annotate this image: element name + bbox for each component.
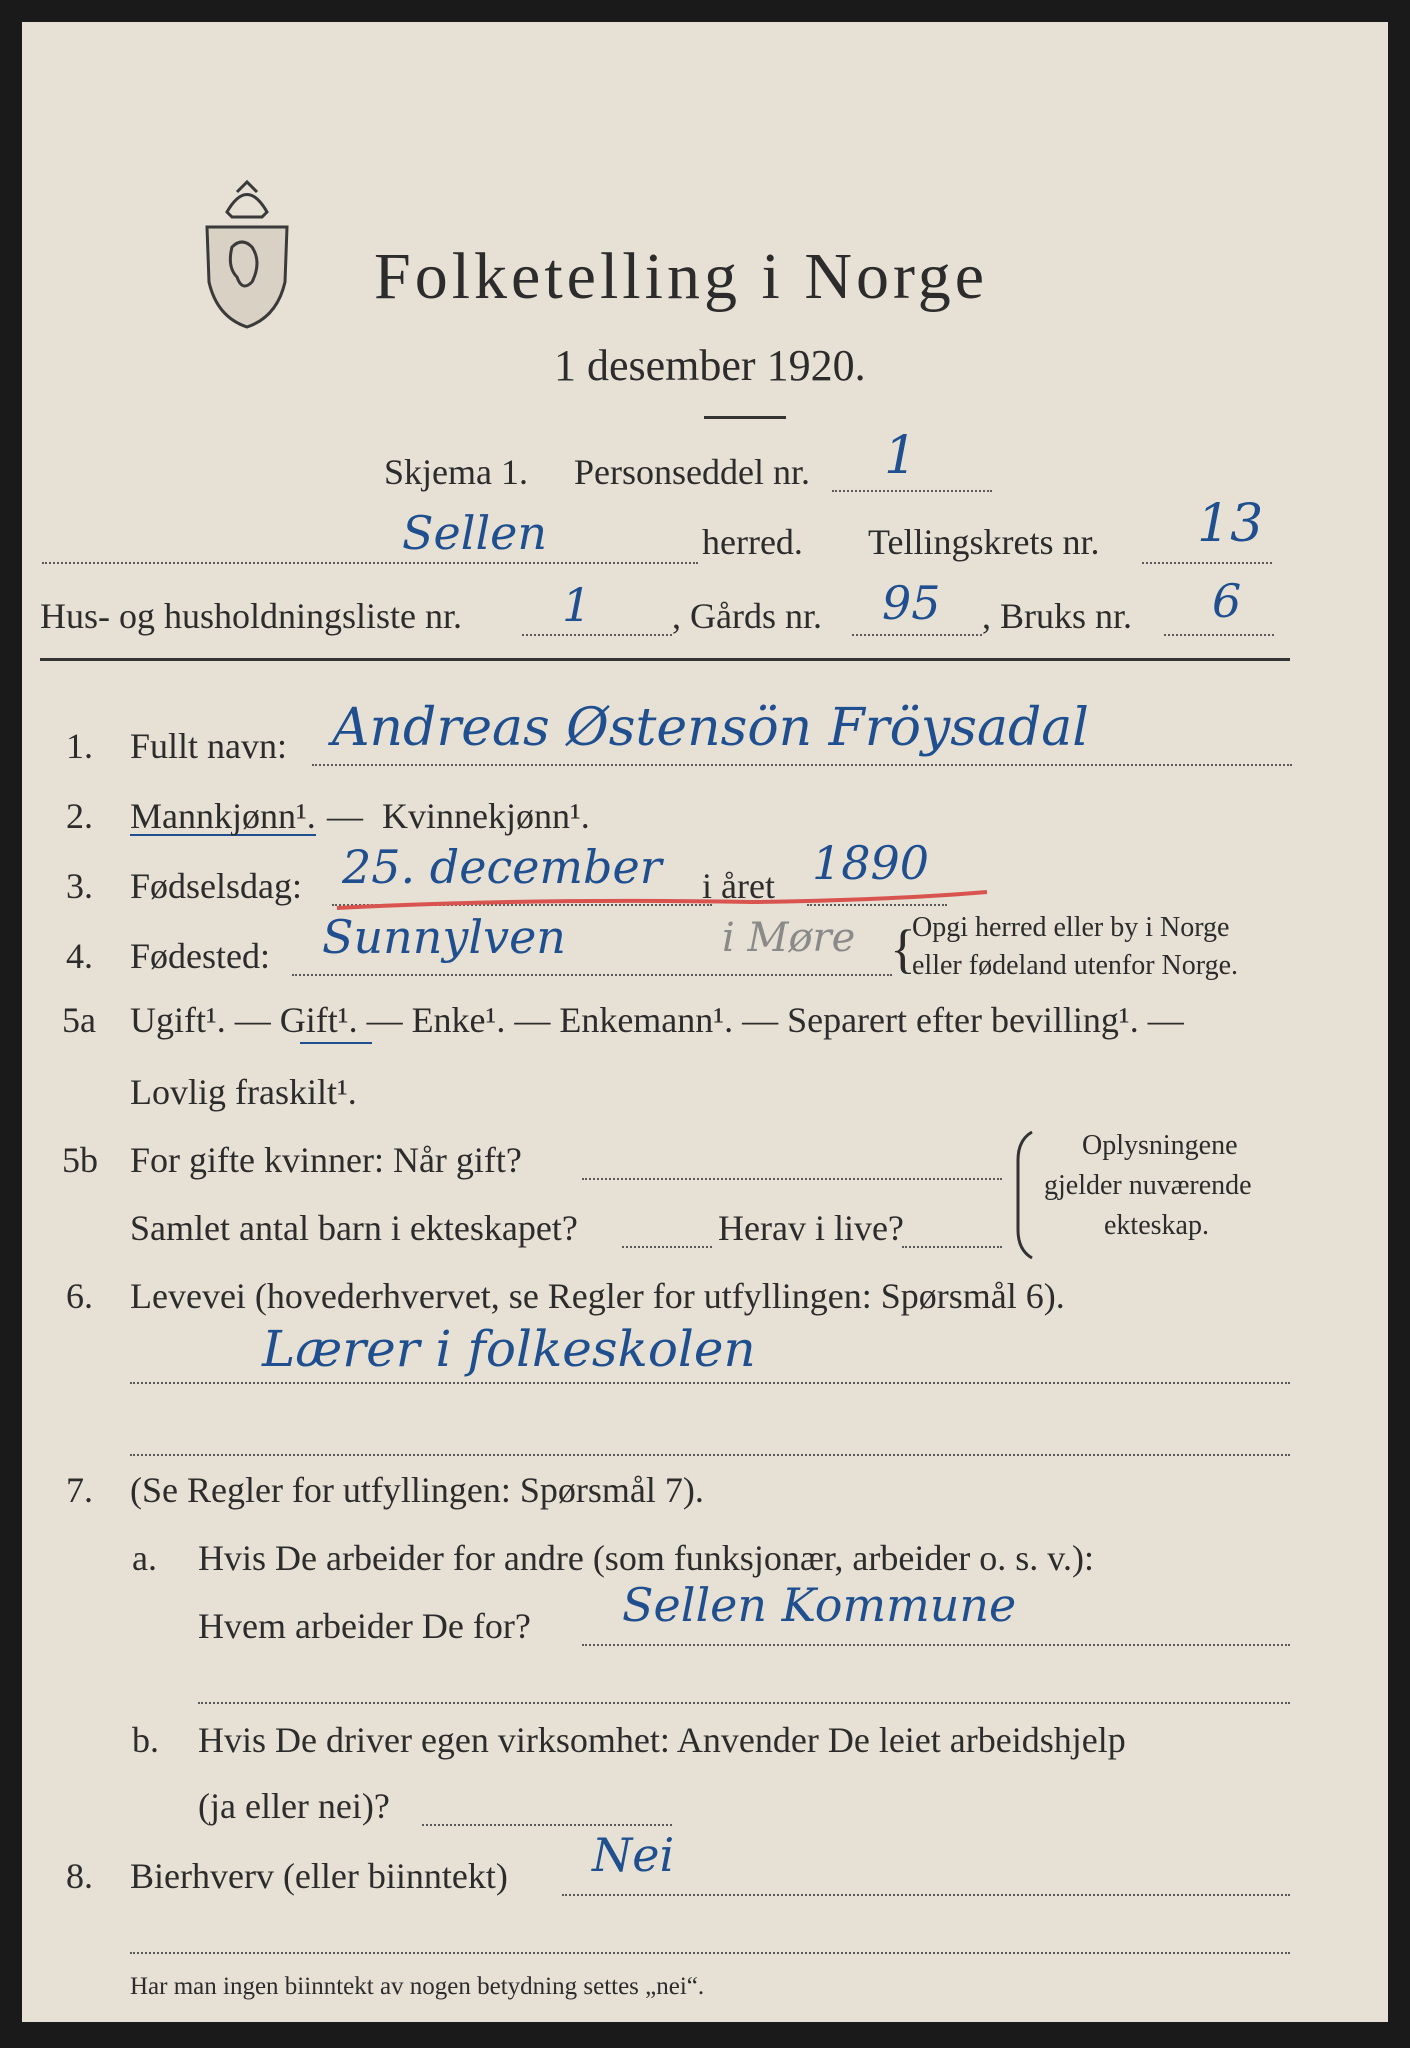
q8-number: 8. <box>66 1856 93 1896</box>
q8-label: Bierhverv (eller biinntekt) <box>130 1856 508 1896</box>
q2-male: Mannkjønn¹. <box>130 796 316 836</box>
q8-value: Nei <box>592 1828 675 1882</box>
q2-female: Kvinnekjønn¹. <box>382 796 590 836</box>
q5b-line1: For gifte kvinner: Når gift? <box>130 1140 522 1180</box>
q5a-number: 5a <box>62 1000 96 1040</box>
tellingskrets-label: Tellingskrets nr. <box>868 522 1100 562</box>
q4-line <box>292 974 892 976</box>
schema-label: Skjema 1. <box>384 452 528 492</box>
herred-label: herred. <box>702 522 803 562</box>
husholdning-label: Hus- og husholdningsliste nr. <box>40 596 463 636</box>
q1-value: Andreas Østensön Fröysadal <box>332 698 1089 758</box>
q4-brace: { <box>890 919 916 979</box>
q6-value: Lærer i folkeskolen <box>262 1320 756 1378</box>
q7b-line2: (ja eller nei)? <box>198 1786 390 1826</box>
q5b-number: 5b <box>62 1140 98 1180</box>
q8-line2 <box>130 1952 1290 1954</box>
q5b-note3: ekteskap. <box>1104 1210 1209 1241</box>
bruks-label: , Bruks nr. <box>982 596 1133 636</box>
q5b-bracket <box>1012 1130 1042 1260</box>
q6-label: Levevei (hovederhvervet, se Regler for utfyllingen: Spørsmål 6). <box>130 1276 1065 1316</box>
header-divider <box>40 658 1290 661</box>
coat-of-arms-icon <box>197 172 297 332</box>
personseddel-value: 1 <box>884 426 918 486</box>
husholdning-value: 1 <box>562 578 592 632</box>
q7a-line3-dots <box>198 1702 1290 1704</box>
q4-value-extra: i Møre <box>722 915 856 961</box>
q1-line <box>312 764 1292 766</box>
tellingskrets-line <box>1142 562 1272 564</box>
gards-value: 95 <box>882 576 941 630</box>
page-title: Folketelling i Norge <box>374 240 989 313</box>
q4-label: Fødested: <box>130 936 270 976</box>
q3-number: 3. <box>66 866 93 906</box>
q7a-line1: Hvis De arbeider for andre (som funksjonær, arbeider o. s. v.): <box>198 1538 1094 1578</box>
q5b-line2a: Samlet antal barn i ekteskapet? <box>130 1208 578 1248</box>
q7-number: 7. <box>66 1470 93 1510</box>
q6-line1 <box>130 1382 1290 1384</box>
q1-number: 1. <box>66 726 93 766</box>
personseddel-line <box>832 490 992 492</box>
q5b-line2b: Herav i live? <box>718 1208 904 1248</box>
q5b-line2a-dots <box>622 1246 712 1248</box>
q6-number: 6. <box>66 1276 93 1316</box>
q2-number: 2. <box>66 796 93 836</box>
q4-value: Sunnylven <box>322 910 566 964</box>
q5b-line2b-dots <box>902 1246 1002 1248</box>
q3-value: 25. december <box>342 840 662 894</box>
census-date: 1 desember 1920. <box>554 341 866 390</box>
q5b-note1: Oplysningene <box>1082 1130 1238 1161</box>
q8-line <box>562 1894 1290 1896</box>
herred-value: Sellen <box>402 506 548 560</box>
bruks-value: 6 <box>1212 574 1242 628</box>
herred-line <box>42 562 698 564</box>
q3-year-label: i året <box>702 866 775 906</box>
q7a-line2-dots <box>582 1644 1290 1646</box>
q1-label: Fullt navn: <box>130 726 288 766</box>
q3-label: Fødselsdag: <box>130 866 303 906</box>
personseddel-label: Personseddel nr. <box>574 452 810 492</box>
footer-note: Har man ingen biinntekt av nogen betydning settes „nei“. <box>130 1973 705 2000</box>
tellingskrets-value: 13 <box>1197 494 1264 554</box>
q4-number: 4. <box>66 936 93 976</box>
q5a-gift-underline <box>300 1042 372 1044</box>
q7b-number: b. <box>132 1720 159 1760</box>
q7-label: (Se Regler for utfyllingen: Spørsmål 7). <box>130 1470 704 1510</box>
q7a-line2: Hvem arbeider De for? <box>198 1606 531 1646</box>
q2-separator: — <box>327 796 363 836</box>
q5b-note2: gjelder nuværende <box>1044 1170 1252 1201</box>
q3-year-value: 1890 <box>812 836 930 890</box>
q5a-line2: Lovlig fraskilt¹. <box>130 1072 357 1112</box>
q7b-line2-dots <box>422 1824 672 1826</box>
q5a-line1: Ugift¹. — Gift¹. — Enke¹. — Enkemann¹. — Separert efter bevilling¹. — <box>130 1000 1184 1040</box>
gards-line <box>852 634 982 636</box>
gards-label: , Gårds nr. <box>672 596 822 636</box>
q7a-number: a. <box>132 1538 157 1578</box>
husholdning-line <box>522 634 672 636</box>
q7a-value: Sellen Kommune <box>622 1578 1017 1632</box>
q4-note1: Opgi herred eller by i Norge <box>912 912 1230 943</box>
bruks-line <box>1164 634 1274 636</box>
q7b-line1: Hvis De driver egen virksomhet: Anvender De leiet arbeidshjelp <box>198 1720 1126 1760</box>
q5b-line1-dots <box>582 1178 1002 1180</box>
census-form-page <box>22 22 1388 2022</box>
q4-note2: eller fødeland utenfor Norge. <box>912 950 1239 981</box>
q6-line2 <box>130 1454 1290 1456</box>
title-divider <box>704 416 786 419</box>
